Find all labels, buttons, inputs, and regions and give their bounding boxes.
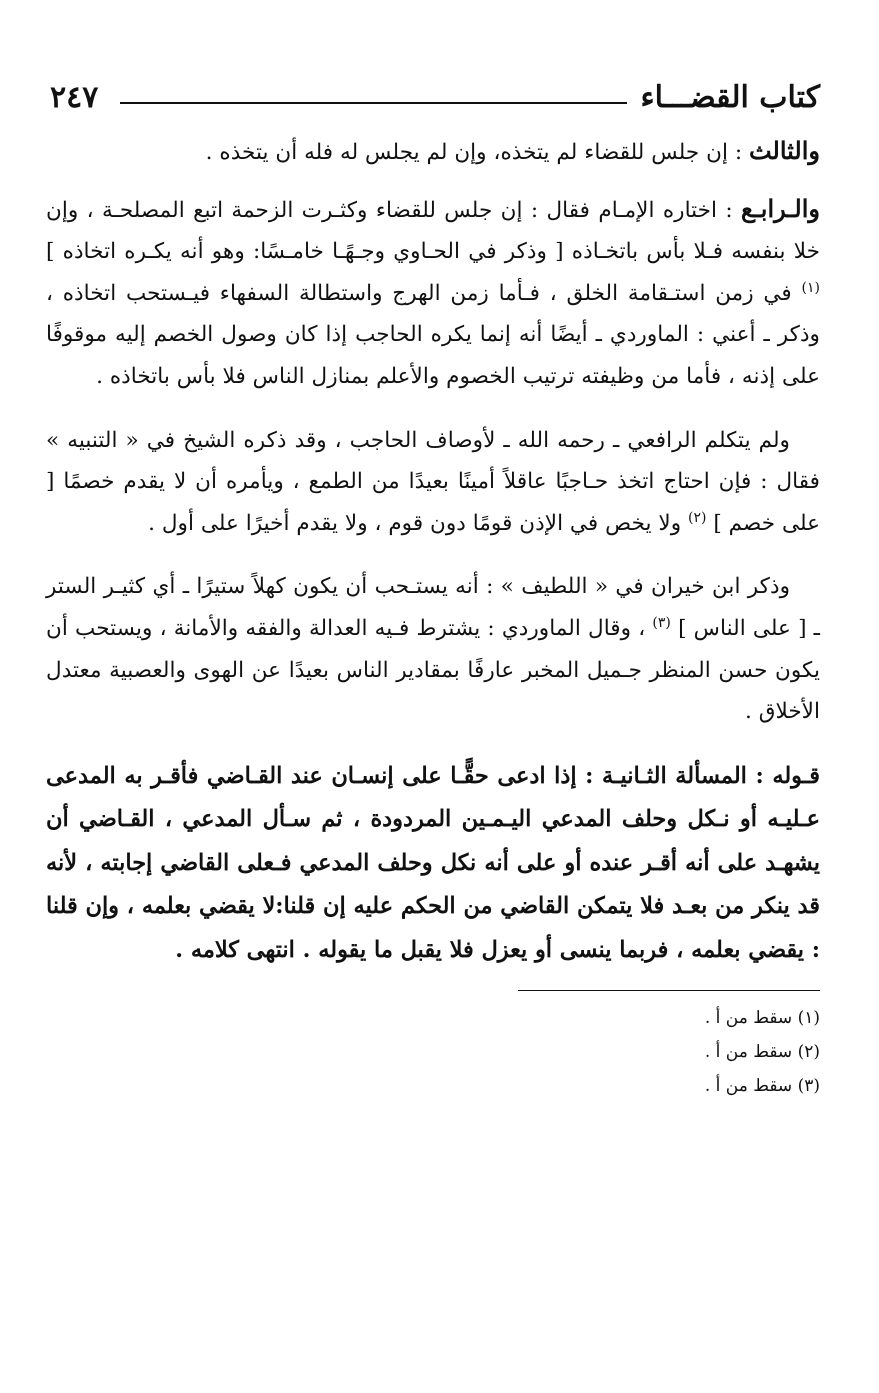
paragraph-text-cont: ، وقال الماوردي : يشترط فـيه العدالة والفقه والأمانة ، ويستحب أن يكون حسن المنظر جـميل المخبر عارفًا بمقادير الناس بعيدًا عن الهوى والعصبية معتدل الأخلاق . xyxy=(46,615,820,725)
paragraph-second-issue xyxy=(46,755,820,973)
footnote-ref-2[interactable]: (٢) xyxy=(688,509,707,526)
header-rule xyxy=(120,102,626,104)
footnote-separator xyxy=(518,990,820,991)
running-header xyxy=(46,68,820,126)
paragraph-text: : إن جلس للقضاء لم يتخذه، وإن لم يجلس له فله أن يتخذه . xyxy=(205,140,743,165)
paragraph-lead: والثالث xyxy=(748,136,820,165)
paragraph-ibn-khayran xyxy=(46,566,820,732)
chapter-title: كتاب القضـــاء xyxy=(640,79,820,115)
paragraph-text: وذكر ابن خيران في « اللطيف » : أنه يستـحب أن يكون كهلاً ستيرًا ـ أي كثيـر الستر ـ [ على الناس ] xyxy=(46,574,821,641)
footnote-ref-3[interactable]: (٣) xyxy=(652,614,671,631)
paragraph-text: : اختاره الإمـام فقال : إن جلس للقضاء وكثـرت الزحمة اتبع المصلحـة ، وإن خلا بنفسه فـلا بأس باتخـاذه [ وذكر في الحـاوي وجـهًـا خامـسًا: وهو أنه يكـره اتخاذه ] xyxy=(46,197,820,265)
page-number: ٢٤٧ xyxy=(50,79,99,115)
paragraph-text: قـوله : المسألة الثـانيـة : إذا ادعى حقًّـا على إنسـان عند القـاضي فأقـر به المدعى عـليـه أو نـكل وحلف المدعي اليـمـين المردودة ، ثم سـأل المدعي ، القـاضي أن يشهـد على أنه أقـر عنده أو على أنه نكل وحلف المدعي فـعلى القاضي إجابته ، لأنه قد ينكر من بعـد فلا يتمكن القاضي من الحكم عليه إن قلنا:لا يقضي بعلمه ، وإن قلنا : يقضي بعلمه ، فربما ينسى أو يعزل فلا يقبل ما يقوله . انتهى كلامه . xyxy=(46,762,820,963)
footnote-2: (٢) سقط من أ . xyxy=(704,1042,820,1063)
paragraph-rafii xyxy=(46,420,820,545)
book-page xyxy=(46,68,820,1368)
footnote-3: (٣) سقط من أ . xyxy=(704,1076,820,1097)
paragraph-fourth-opinion xyxy=(46,188,820,398)
paragraph-lead: والـرابـع xyxy=(741,193,820,223)
footnotes xyxy=(46,1001,820,1103)
paragraph-text-cont: في زمن استـقامة الخلق ، فـأما زمن الهرج واستطالة السفهاء فيـستحب اتخاذه ، وذكر ـ أعني : الماوردي ـ أيضًا أنه إنما يكره الحاجب إذا كان وصول الخصم إليه موقوفًا على إذنه ، فأما من وظيفته ترتيب الخصوم والأعلم بمنازل الناس فلا بأس باتخاذه . xyxy=(46,280,820,389)
paragraph-text: ولم يتكلم الرافعي ـ رحمه الله ـ لأوصاف الحاجب ، وقد ذكره الشيخ في « التنبيه » فقال : فإن احتاج اتخذ حـاجبًا عاقلاً أمينًا بعيدًا من الطمع ، ويأمره أن لا يقدم خصمًا [ على خصم ] xyxy=(46,427,820,536)
paragraph-text-cont: ولا يخص في الإذن قومًا دون قوم ، ولا يقدم أخيرًا على أول . xyxy=(148,510,682,536)
paragraph-third-opinion xyxy=(46,130,820,174)
footnote-ref-1[interactable]: (١) xyxy=(801,279,820,296)
footnote-1: (١) سقط من أ . xyxy=(704,1008,820,1029)
